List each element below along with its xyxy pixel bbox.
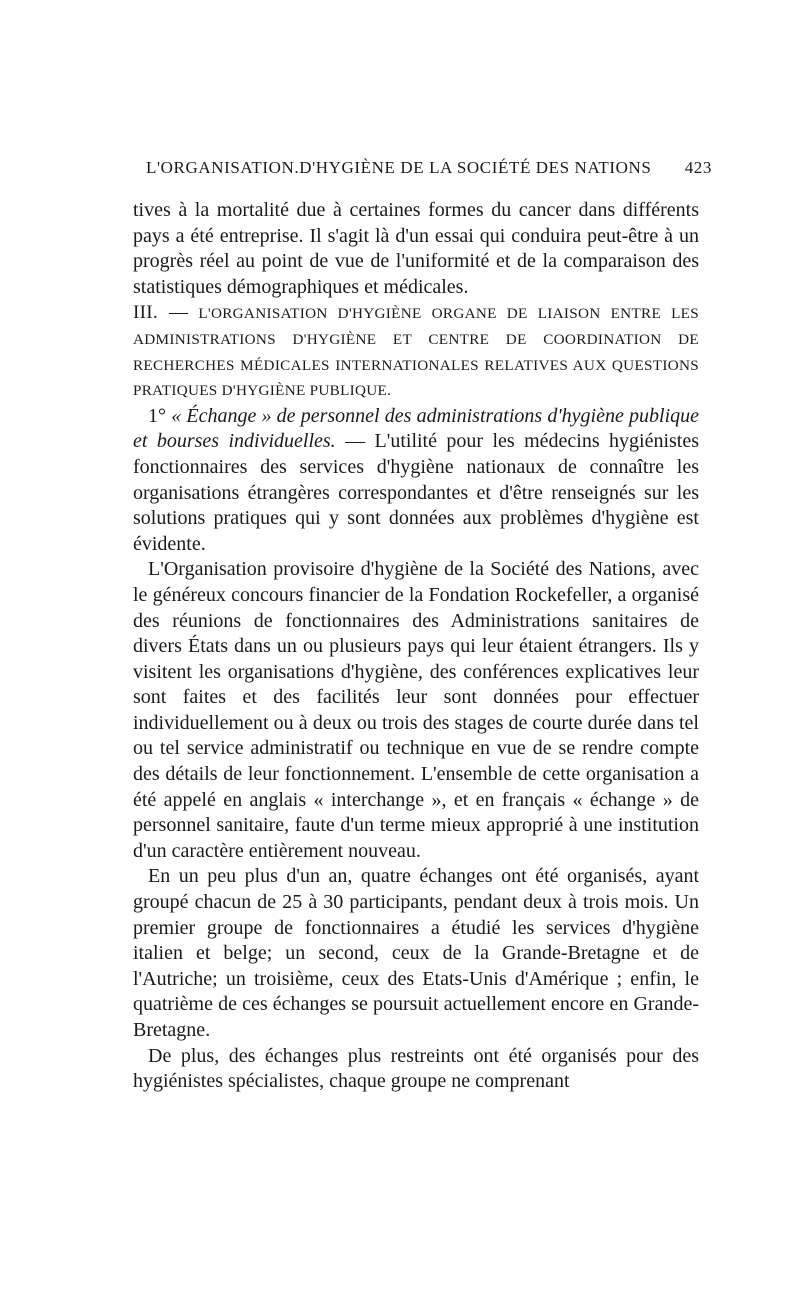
running-header bbox=[146, 158, 712, 178]
subsection-title: « Échange » de personnel des administrations d'hygiène publique et bourses individuelles. bbox=[133, 404, 700, 453]
paragraph: En un peu plus d'un an, quatre échanges ont été organisés, ayant groupé chacun de 25 à 30 participants, pendant deux à trois mois. Un premier groupe de fonctionnaires a étudié les services d'hygiène italien et belge; un second, ceux de la Grande-Bretagne et de l'Autriche; un troisième, ceux des Etats-Unis d'Amérique ; enfin, le quatrième de ces échanges se poursuit actuellement encore en Grande-Bretagne. bbox=[133, 865, 699, 1041]
subsection-number: 1° bbox=[148, 404, 166, 427]
page-text bbox=[133, 198, 699, 1095]
paragraph: L'Organisation provisoire d'hygiène de la Société des Nations, avec le généreux concours financier de la Fondation Rockefeller, a organisé des réunions de fonctionnaires des Administrations sanitaires de divers États dans un ou plusieurs pays qui leur étaient étrangers. Ils y visitent les organisations d'hygiène, des conférences explicatives leur sont faites et des facilités leur sont données pour effectuer individuellement ou à deux ou trois des stages de courte durée dans tel ou tel service administratif ou technique en vue de se rendre compte des détails de leur fonctionnement. L'ensemble de cette organisation a été appelé en anglais « interchange », et en français « échange » de personnel sanitaire, faute d'un terme mieux approprié à une institution d'un caractère entièrement nouveau. bbox=[133, 558, 699, 862]
section-heading bbox=[133, 300, 699, 403]
section-number: III. — bbox=[133, 302, 189, 324]
subsection-paragraph bbox=[133, 404, 699, 558]
subsection-lead-text: — L'utilité pour les médecins hygiénistes fonctionnaires des services d'hygiène nationaux de connaître les organisations étrangères correspondantes et d'être renseignés sur les solutions pratiques qui y sont données aux problèmes d'hygiène est évidente. bbox=[133, 430, 700, 555]
page-number: 423 bbox=[684, 158, 712, 177]
paragraph: De plus, des échanges plus restreints ont été organisés pour des hygiénistes spécialistes, chaque groupe ne comprenant bbox=[133, 1044, 699, 1093]
paragraph-continuation: tives à la mortalité due à certaines formes du cancer dans différents pays a été entreprise. Il s'agit là d'un essai qui conduira peut-être à un progrès réel au point de vue de l'uniformité et de la comparaison des statistiques démographiques et médicales. bbox=[133, 199, 699, 298]
running-title: L'ORGANISATION.D'HYGIÈNE DE LA SOCIÉTÉ DES NATIONS bbox=[146, 158, 652, 177]
section-title: L'ORGANISATION D'HYGIÈNE ORGANE DE LIAISON ENTRE LES ADMINISTRATIONS D'HYGIÈNE ET CENTRE DE COORDINATION DE RECHERCHES MÉDICALES INTERNATIONALES RELATIVES AUX QUESTIONS PRATIQUES D'HYGIÈNE PUBLIQUE. bbox=[133, 305, 699, 400]
